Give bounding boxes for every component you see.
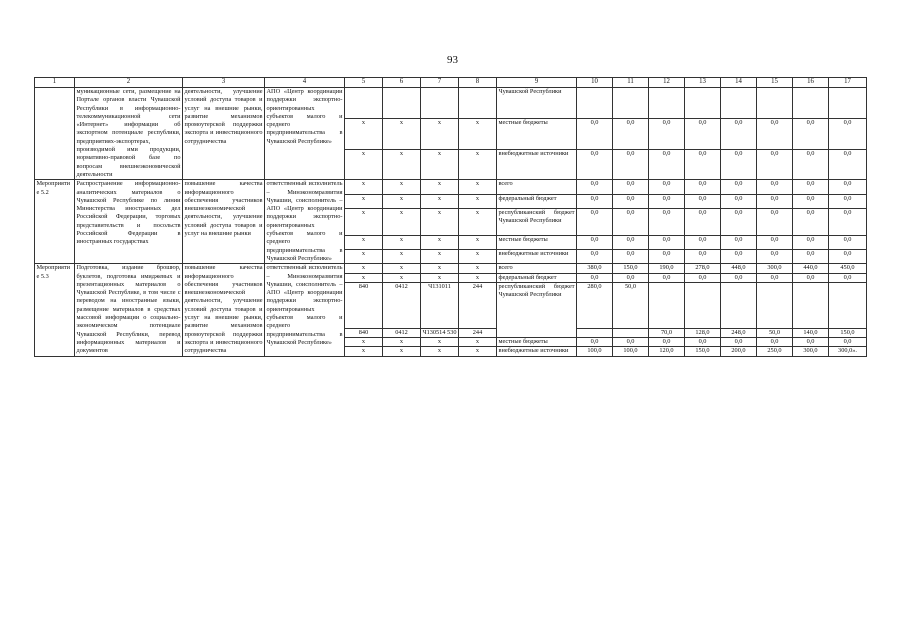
budget-code-c8: x: [459, 347, 497, 356]
year-value: 0,0: [757, 118, 793, 149]
budget-code-c5: [345, 88, 383, 119]
year-value: 120,0: [649, 347, 685, 356]
year-value: 0,0: [613, 208, 649, 235]
budget-code-c8: x: [459, 249, 497, 263]
year-value: 0,0: [577, 235, 613, 249]
budget-code-c6: x: [383, 273, 421, 282]
year-value: 0,0: [793, 180, 829, 194]
funding-source: Чувашской Республики: [497, 88, 577, 119]
year-value: 448,0: [721, 264, 757, 273]
year-value: 0,0: [721, 249, 757, 263]
year-value: [613, 88, 649, 119]
year-value: 0,0: [577, 337, 613, 346]
year-value: 0,0: [721, 208, 757, 235]
year-value: 0,0: [577, 194, 613, 208]
year-value: 0,0: [613, 337, 649, 346]
year-value: 300,0: [793, 347, 829, 356]
year-value: 300,0».: [829, 347, 867, 356]
event-responsible: ответственный исполнитель – Минэкономразвития Чувашии, соисполнитель – АПО «Центр координации поддержки экспортно-ориентированных субъектов малого и среднего предпринимательства в Чувашской Республике»: [265, 264, 345, 356]
event-description: Распространение информационно-аналитических материалов о Чувашской Республике по линии Министерства иностранных дел Российской Федерации, торговых представительств и посольств Российской Федерации в иностранных государствах: [75, 180, 183, 264]
year-value: 0,0: [613, 273, 649, 282]
column-number: 5: [345, 78, 383, 88]
year-value: 0,0: [793, 337, 829, 346]
year-value: 0,0: [721, 235, 757, 249]
year-value: 0,0: [793, 149, 829, 180]
event-description: муникационные сети, размещение на Портале органов власти Чувашской Республики в информационно-телекоммуникационной сети «Интернет» информации об экспортном потенциале республики, предприятиях-экспортерах, производимой ими продукции, нормативно-правовой базе по вопросам внешнеэкономической деятельности: [76, 88, 181, 178]
year-value: 0,0: [649, 194, 685, 208]
column-number: 13: [685, 78, 721, 88]
budget-code-c7: x: [421, 273, 459, 282]
year-value: 0,0: [613, 249, 649, 263]
year-value: 0,0: [649, 180, 685, 194]
year-value: [685, 88, 721, 119]
budget-code-c8: x: [459, 264, 497, 273]
event-goal: деятельности, улучшение условий доступа товаров и услуг на внешние рынки, развитие механизмов промоутерской поддержки экспорта и инвестиционного сотрудничества: [183, 88, 265, 180]
year-value: 0,0: [793, 249, 829, 263]
year-value: 0,0: [721, 273, 757, 282]
column-number-row: [35, 78, 867, 88]
table-row: [35, 180, 867, 194]
budget-code-c5: x: [345, 149, 383, 180]
year-value: 0,0: [757, 273, 793, 282]
year-value: 0,0: [829, 180, 867, 194]
event-name: Мероприятие 5.2: [35, 180, 75, 264]
event-name: Мероприятие 5.3: [35, 264, 75, 356]
budget-code-c5: x: [345, 235, 383, 249]
year-value: 50,0: [757, 328, 793, 337]
budget-code-c7: x: [421, 194, 459, 208]
budget-code-c7: Ч131011: [421, 282, 459, 328]
budget-code-c7: x: [421, 149, 459, 180]
year-value: 0,0: [757, 249, 793, 263]
funding-source: федеральный бюджет: [497, 273, 577, 282]
year-value: 0,0: [649, 235, 685, 249]
budget-code-c6: x: [383, 180, 421, 194]
column-number: 12: [649, 78, 685, 88]
year-value: [757, 282, 793, 328]
year-value: 100,0: [577, 347, 613, 356]
budget-code-c7: x: [421, 347, 459, 356]
budget-code-c7: x: [421, 337, 459, 346]
year-value: 0,0: [793, 235, 829, 249]
year-value: [649, 88, 685, 119]
year-value: 100,0: [613, 347, 649, 356]
year-value: 0,0: [685, 273, 721, 282]
year-value: 0,0: [685, 118, 721, 149]
budget-code-c5: x: [345, 118, 383, 149]
column-number: 15: [757, 78, 793, 88]
budget-code-c5: x: [345, 273, 383, 282]
year-value: 300,0: [757, 264, 793, 273]
budget-code-c5: x: [345, 194, 383, 208]
column-number: 10: [577, 78, 613, 88]
funding-source: республиканский бюджет Чувашской Республики: [497, 282, 577, 337]
year-value: 0,0: [577, 273, 613, 282]
year-value: 0,0: [721, 194, 757, 208]
budget-code-c7: x: [421, 264, 459, 273]
year-value: [613, 328, 649, 337]
year-value: 0,0: [721, 149, 757, 180]
budget-code-c6: [383, 88, 421, 119]
event-responsible: ответственный исполнитель – Минэкономразвития Чувашии, соисполнитель – АПО «Центр координации поддержки экспортно-ориентированных субъектов малого и среднего предпринимательства в Чувашской Республике»: [266, 180, 343, 262]
budget-code-c6: x: [383, 208, 421, 235]
year-value: 0,0: [829, 208, 867, 235]
year-value: 0,0: [577, 118, 613, 149]
year-value: 0,0: [757, 149, 793, 180]
year-value: 248,0: [721, 328, 757, 337]
year-value: 0,0: [721, 118, 757, 149]
column-number: 14: [721, 78, 757, 88]
year-value: [649, 282, 685, 328]
year-value: 0,0: [829, 273, 867, 282]
column-number: 9: [497, 78, 577, 88]
column-number: 2: [75, 78, 183, 88]
budget-code-c8: x: [459, 337, 497, 346]
budget-code-c8: x: [459, 273, 497, 282]
column-number: 16: [793, 78, 829, 88]
event-name: [35, 88, 75, 180]
year-value: [721, 88, 757, 119]
year-value: 380,0: [577, 264, 613, 273]
budget-code-c6: x: [383, 118, 421, 149]
year-value: [829, 282, 867, 328]
year-value: 0,0: [649, 118, 685, 149]
year-value: 0,0: [793, 118, 829, 149]
funding-source: внебюджетные источники: [497, 347, 577, 356]
year-value: 200,0: [721, 347, 757, 356]
funding-source: местные бюджеты: [497, 337, 577, 346]
column-number: 7: [421, 78, 459, 88]
budget-code-c5: x: [345, 180, 383, 194]
year-value: 128,0: [685, 328, 721, 337]
funding-source: всего: [497, 180, 577, 194]
year-value: 0,0: [685, 180, 721, 194]
budget-code-c5: x: [345, 249, 383, 263]
year-value: 0,0: [685, 194, 721, 208]
year-value: [793, 282, 829, 328]
year-value: 0,0: [757, 208, 793, 235]
column-number: 6: [383, 78, 421, 88]
year-value: 0,0: [649, 149, 685, 180]
year-value: 0,0: [757, 337, 793, 346]
year-value: 0,0: [577, 208, 613, 235]
budget-code-c5: 840: [345, 328, 383, 337]
budget-code-c6: x: [383, 235, 421, 249]
year-value: 0,0: [829, 194, 867, 208]
year-value: [793, 88, 829, 119]
budget-code-c6: x: [383, 194, 421, 208]
budget-code-c8: 244: [459, 282, 497, 328]
year-value: 0,0: [685, 149, 721, 180]
budget-code-c6: x: [383, 149, 421, 180]
event-responsible: АПО «Центр координации поддержки экспортно-ориентированных субъектов малого и среднего предпринимательства в Чувашской Республике»: [265, 88, 345, 180]
budget-code-c8: x: [459, 180, 497, 194]
year-value: 0,0: [577, 180, 613, 194]
column-number: 11: [613, 78, 649, 88]
year-value: 0,0: [613, 118, 649, 149]
year-value: 150,0: [685, 347, 721, 356]
budget-code-c8: x: [459, 208, 497, 235]
event-goal: повышение качества информационного обеспечения участников внешнеэкономической деятельности, улучшение условий доступа товаров и услуг на внешние рынки: [183, 180, 265, 264]
year-value: 0,0: [829, 249, 867, 263]
budget-code-c6: 0412: [383, 282, 421, 328]
budget-code-c7: [421, 88, 459, 119]
year-value: 0,0: [649, 273, 685, 282]
budget-code-c8: 244: [459, 328, 497, 337]
budget-table: [34, 77, 867, 357]
year-value: [685, 282, 721, 328]
funding-source: внебюджетные источники: [497, 249, 577, 263]
budget-code-c6: x: [383, 347, 421, 356]
year-value: 278,0: [685, 264, 721, 273]
year-value: 250,0: [757, 347, 793, 356]
year-value: [757, 88, 793, 119]
year-value: 0,0: [685, 337, 721, 346]
budget-code-c7: x: [421, 208, 459, 235]
year-value: 0,0: [829, 235, 867, 249]
year-value: 0,0: [613, 235, 649, 249]
budget-code-c6: 0412: [383, 328, 421, 337]
column-number: 8: [459, 78, 497, 88]
column-number: 3: [183, 78, 265, 88]
column-number: 4: [265, 78, 345, 88]
funding-source: местные бюджеты: [497, 118, 577, 149]
year-value: 440,0: [793, 264, 829, 273]
year-value: [721, 282, 757, 328]
year-value: [829, 88, 867, 119]
year-value: 0,0: [829, 118, 867, 149]
budget-code-c7: x: [421, 235, 459, 249]
event-description: Подготовка, издание брошюр, буклетов, подготовка имиджевых и презентационных материалов о Чувашской Республике, в том числе с переводом на иностранные языки, размещение материалов в средствах массовой информации о социально-экономическом потенциале Чувашской Республики, перевод информационных материалов и документов: [76, 264, 181, 355]
budget-code-c7: x: [421, 180, 459, 194]
budget-code-c7: x: [421, 249, 459, 263]
year-value: [577, 88, 613, 119]
budget-code-c6: x: [383, 337, 421, 346]
budget-code-c8: x: [459, 194, 497, 208]
year-value: 0,0: [721, 337, 757, 346]
budget-code-c8: [459, 88, 497, 119]
year-value: 450,0: [829, 264, 867, 273]
budget-code-c8: x: [459, 118, 497, 149]
year-value: 0,0: [685, 208, 721, 235]
page-number: 93: [447, 54, 458, 66]
budget-code-c6: x: [383, 249, 421, 263]
budget-code-c5: x: [345, 264, 383, 273]
year-value: 0,0: [829, 337, 867, 346]
column-number: 17: [829, 78, 867, 88]
year-value: 70,0: [649, 328, 685, 337]
budget-code-c5: 840: [345, 282, 383, 328]
year-value: 0,0: [757, 180, 793, 194]
year-value: 0,0: [649, 208, 685, 235]
event-goal: повышение качества информационного обеспечения участников внешнеэкономической деятельности, улучшение условий доступа товаров и услуг на внешние рынки, развитие механизмов промоутерской поддержки экспорта и инвестиционного сотрудничества: [184, 264, 263, 355]
table-row: [35, 264, 867, 273]
year-value: 0,0: [613, 180, 649, 194]
column-number: 1: [35, 78, 75, 88]
year-value: 280,0: [577, 282, 613, 328]
budget-code-c7: Ч130514 530: [422, 328, 457, 336]
year-value: 0,0: [757, 235, 793, 249]
funding-source: местные бюджеты: [497, 235, 577, 249]
year-value: 190,0: [649, 264, 685, 273]
year-value: 0,0: [721, 180, 757, 194]
year-value: 0,0: [649, 337, 685, 346]
year-value: 0,0: [685, 235, 721, 249]
budget-code-c8: x: [459, 149, 497, 180]
year-value: 0,0: [757, 194, 793, 208]
funding-source: внебюджетные источники: [497, 149, 577, 180]
year-value: 0,0: [649, 249, 685, 263]
year-value: 150,0: [829, 328, 867, 337]
table-row: [35, 88, 867, 119]
year-value: 0,0: [793, 208, 829, 235]
funding-source: всего: [497, 264, 577, 273]
funding-source: федеральный бюджет: [497, 194, 577, 208]
year-value: 0,0: [829, 149, 867, 180]
year-value: 0,0: [793, 273, 829, 282]
year-value: 50,0: [613, 282, 649, 328]
budget-code-c7: x: [421, 118, 459, 149]
year-value: 140,0: [793, 328, 829, 337]
year-value: 0,0: [577, 149, 613, 180]
year-value: 0,0: [793, 194, 829, 208]
year-value: 0,0: [613, 194, 649, 208]
year-value: 0,0: [577, 249, 613, 263]
budget-code-c5: x: [345, 347, 383, 356]
budget-code-c5: x: [345, 208, 383, 235]
budget-code-c8: x: [459, 235, 497, 249]
funding-source: республиканский бюджет Чувашской Республики: [497, 208, 577, 235]
budget-code-c5: x: [345, 337, 383, 346]
year-value: 0,0: [613, 149, 649, 180]
budget-code-c6: x: [383, 264, 421, 273]
year-value: [577, 328, 613, 337]
year-value: 150,0: [613, 264, 649, 273]
year-value: 0,0: [685, 249, 721, 263]
